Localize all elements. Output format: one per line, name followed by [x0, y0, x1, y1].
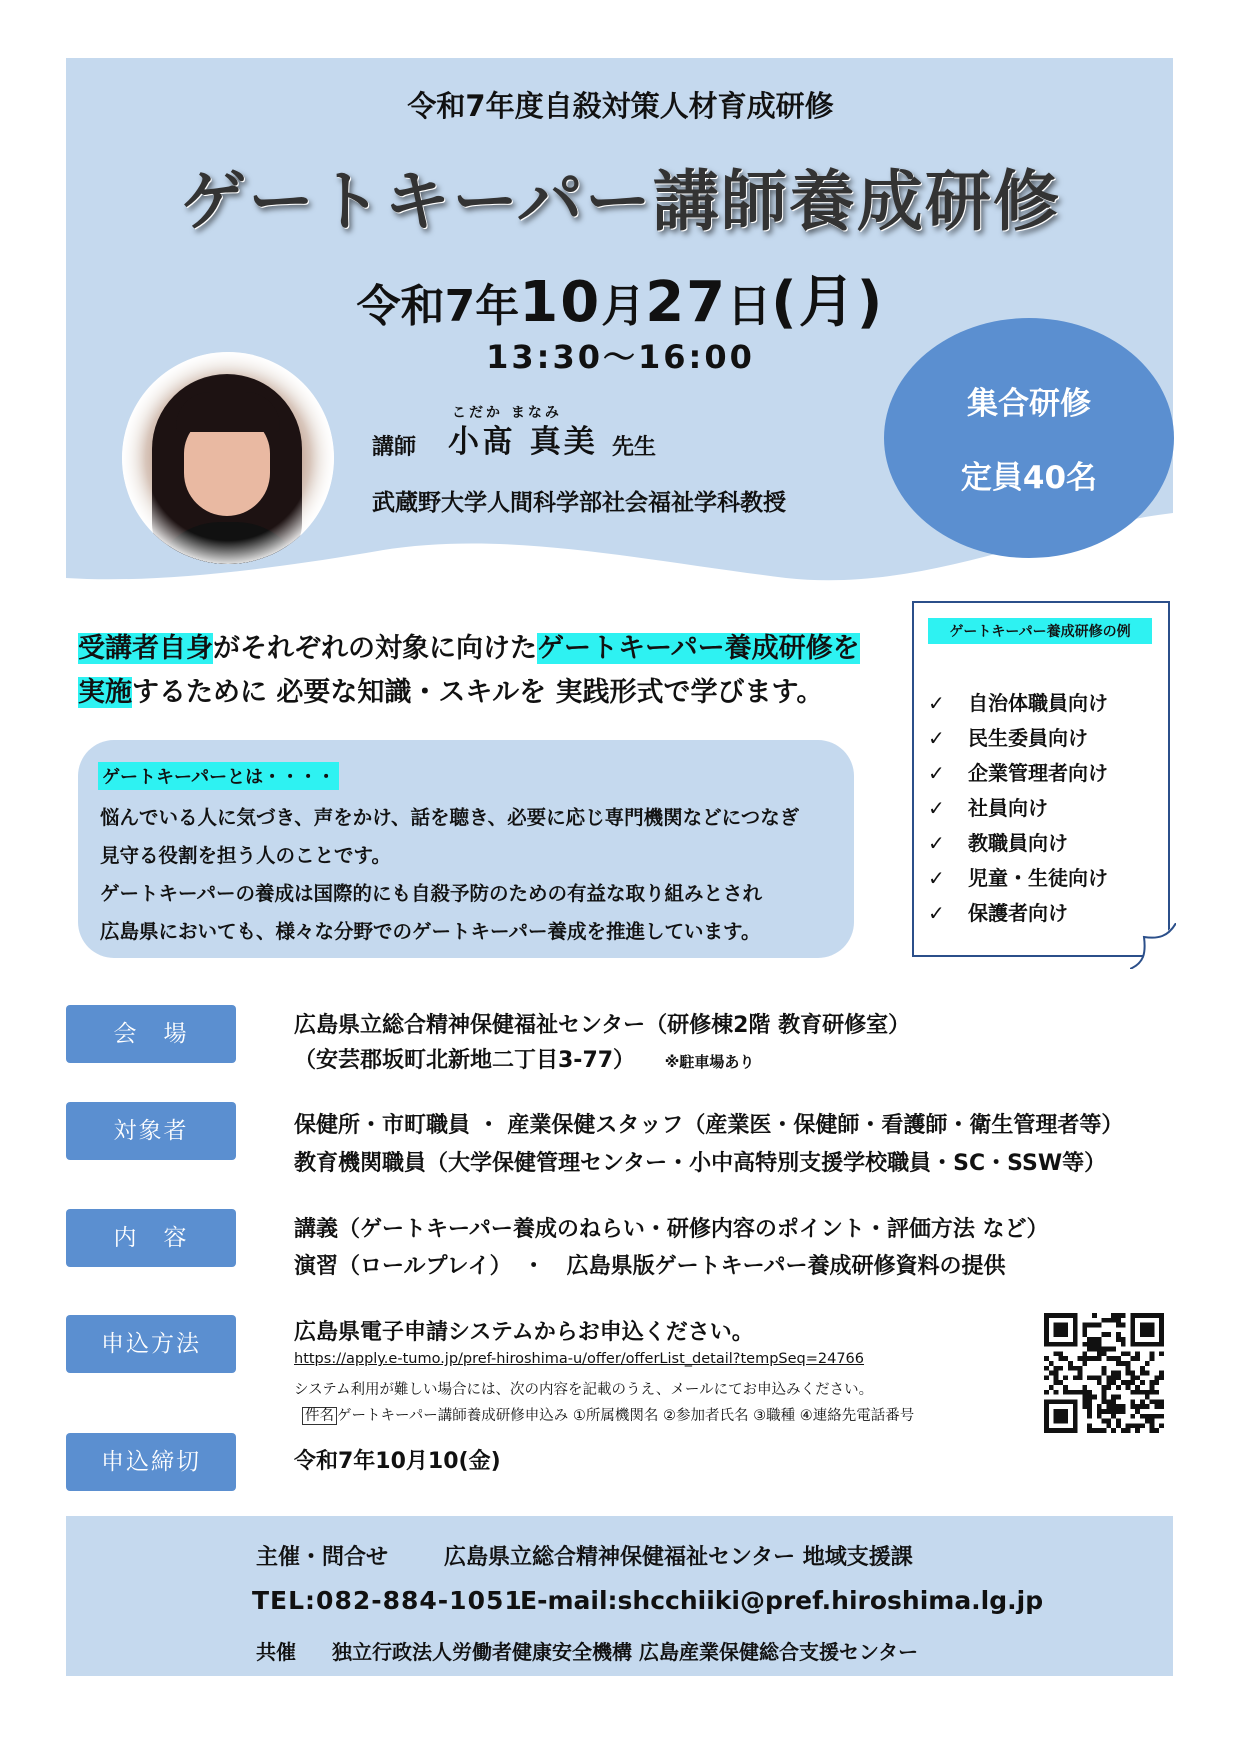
format-type: 集合研修 [967, 386, 1091, 422]
venue-line-2 [294, 1043, 754, 1074]
organizer-name: 広島県立総合精神保健福祉センター 地域支援課 [444, 1545, 913, 1570]
example-item: ✓ 社員向け [928, 796, 1048, 820]
checkmark-icon: ✓ [928, 691, 945, 715]
target-line-2: 教育機関職員（大学保健管理センター・小中高特別支援学校職員・SC・SSW等） [294, 1151, 1107, 1176]
venue-address: （安芸郡坂町北新地二丁目3-77） [294, 1048, 636, 1073]
deadline-label: 申込締切 [66, 1433, 236, 1491]
examples-title: ゲートキーパー養成研修の例 [928, 618, 1152, 644]
page-curl-icon [1130, 923, 1176, 969]
lead-line-2 [78, 673, 823, 713]
definition-heading: ゲートキーパーとは・・・・ [98, 762, 339, 790]
lecturer-photo [122, 352, 334, 564]
checkmark-icon: ✓ [928, 831, 945, 855]
application-note: システム利用が難しい場合には、次の内容を記載のうえ、メールにてお申込みください。 [294, 1382, 874, 1398]
example-item: ✓ 自治体職員向け [928, 691, 1108, 715]
date-month-unit: 月 [601, 281, 646, 332]
subject-text: ゲートキーパー講師養成研修申込み ①所属機関名 ②参加者氏名 ③職種 ④連絡先電話番号 [337, 1408, 915, 1424]
lead-highlight: 受講者自身 [78, 633, 213, 664]
lecturer-name: 小髙 真美 [448, 424, 598, 460]
format-capacity: 定員40名 [960, 460, 1098, 496]
date-day: 27 [645, 270, 728, 335]
definition-line: 悩んでいる人に気づき、声をかけ、話を聴き、必要に応じ専門機関などにつなぎ [100, 806, 800, 829]
venue-line-1: 広島県立総合精神保健福祉センター（研修棟2階 教育研修室） [294, 1013, 911, 1038]
date-month: 10 [519, 270, 602, 335]
example-item: ✓ 教職員向け [928, 831, 1068, 855]
organizer-label: 主催・問合せ [256, 1545, 389, 1570]
application-subject [302, 1404, 914, 1425]
application-line-1: 広島県電子申請システムからお申込ください。 [294, 1320, 754, 1345]
date-prefix: 令和7年 [356, 281, 520, 332]
lecturer-role: 講師 [372, 435, 417, 460]
lecturer-honorific: 先生 [612, 435, 657, 460]
checkmark-icon: ✓ [928, 796, 945, 820]
format-badge [884, 318, 1174, 558]
subject-tag: 件名 [302, 1407, 337, 1425]
lead-text: するために 必要な知識・スキルを 実践形式で学びます。 [132, 677, 824, 708]
event-subtitle: 令和7年度自殺対策人材育成研修 [407, 89, 834, 123]
lead-highlight: ゲートキーパー養成研修を [537, 633, 860, 664]
parking-note: ※駐車場あり [664, 1053, 755, 1071]
event-time: 13:30～16:00 [486, 338, 755, 376]
contact-email[interactable]: E-mail:shcchiiki@pref.hiroshima.lg.jp [520, 1586, 1044, 1615]
application-label: 申込方法 [66, 1315, 236, 1373]
cohost-label: 共催 [256, 1640, 296, 1664]
example-item: ✓ 児童・生徒向け [928, 866, 1108, 890]
content-line-1: 講義（ゲートキーパー養成のねらい・研修内容のポイント・評価方法 など） [294, 1217, 1049, 1242]
page-title: ゲートキーパー講師養成研修 [180, 163, 1061, 240]
qr-code-icon[interactable] [1044, 1313, 1164, 1433]
lead-text: がそれぞれの対象に向けた [213, 633, 537, 664]
lecturer-affiliation: 武蔵野大学人間科学部社会福祉学科教授 [372, 490, 786, 516]
contact-phone: TEL:082-884-1051 [252, 1586, 523, 1615]
lead-highlight: 実施 [78, 677, 132, 708]
target-label: 対象者 [66, 1102, 236, 1160]
deadline-value: 令和7年10月10(金) [294, 1449, 501, 1474]
example-item: ✓ 保護者向け [928, 901, 1068, 925]
lecturer-name-ruby: こだか まなみ [452, 405, 562, 421]
checkmark-icon: ✓ [928, 866, 945, 890]
lead-line-1 [78, 629, 860, 669]
venue-label: 会 場 [66, 1005, 236, 1063]
checkmark-icon: ✓ [928, 726, 945, 750]
definition-line: 広島県においても、様々な分野でのゲートキーパー養成を推進しています。 [100, 920, 761, 943]
application-url-link[interactable]: https://apply.e-tumo.jp/pref-hiroshima-u/offer/offerList_detail?tempSeq=24766 [294, 1351, 865, 1367]
date-day-unit: 日 [727, 281, 772, 332]
target-line-1: 保健所・市町職員 ・ 産業保健スタッフ（産業医・保健師・看護師・衛生管理者等） [294, 1113, 1124, 1138]
checkmark-icon: ✓ [928, 901, 945, 925]
definition-line: ゲートキーパーの養成は国際的にも自殺予防のための有益な取り組みとされ [100, 882, 763, 905]
cohost-name: 独立行政法人労働者健康安全機構 広島産業保健総合支援センター [332, 1640, 919, 1664]
content-line-2: 演習（ロールプレイ） ・ 広島県版ゲートキーパー養成研修資料の提供 [294, 1254, 1006, 1279]
checkmark-icon: ✓ [928, 761, 945, 785]
date-weekday: (月) [771, 270, 885, 335]
example-item: ✓ 企業管理者向け [928, 761, 1108, 785]
definition-line: 見守る役割を担う人のことです。 [100, 844, 391, 867]
content-label: 内 容 [66, 1209, 236, 1267]
example-item: ✓ 民生委員向け [928, 726, 1088, 750]
